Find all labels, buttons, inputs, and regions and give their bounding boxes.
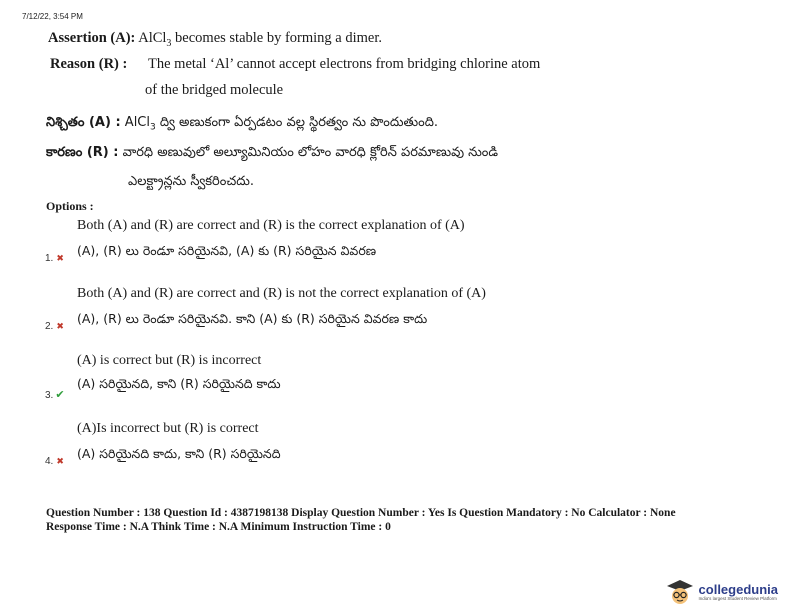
logo-tagline: India's largest Student Review Platform bbox=[698, 596, 777, 601]
assertion-te-text-post: ద్వి అణుకంగా ఏర్పడటం వల్ల స్థిరత్వం ను పొందుతుంది. bbox=[155, 115, 439, 130]
reason-label: Reason (R) : bbox=[50, 56, 128, 72]
option-1-number bbox=[45, 253, 64, 264]
option-4-num: 4. bbox=[45, 456, 54, 467]
assertion-te-sub: 3 bbox=[150, 122, 156, 133]
reason-te-text: వారధి అణువులో అల్యూమినియం లోహం వారధి క్లోరిన్ పరమాణువు నుండి bbox=[122, 145, 499, 160]
mascot-icon bbox=[665, 578, 695, 606]
incorrect-icon: ✖ bbox=[56, 456, 64, 466]
option-3-en: (A) is correct but (R) is incorrect bbox=[77, 353, 262, 368]
option-1-en: Both (A) and (R) are correct and (R) is the correct explanation of (A) bbox=[77, 218, 465, 233]
option-3-num: 3. bbox=[45, 390, 54, 401]
option-1-num: 1. bbox=[45, 253, 54, 264]
option-2-num: 2. bbox=[45, 321, 54, 332]
incorrect-icon: ✖ bbox=[56, 321, 64, 331]
incorrect-icon: ✖ bbox=[56, 253, 64, 263]
reason-te-label: కారణం (R) : bbox=[46, 145, 119, 160]
assertion-sub: 3 bbox=[166, 37, 172, 49]
option-4-number bbox=[45, 456, 64, 467]
logo-name: collegedunia bbox=[698, 582, 778, 597]
assertion-te-label: నిశ్చితం (A) : bbox=[46, 115, 121, 130]
option-4-te: (A) సరియైనది కాదు, కాని (R) సరియైనది bbox=[77, 446, 281, 461]
option-3-te: (A) సరియైనది, కాని (R) సరియైనది కాదు bbox=[77, 376, 281, 391]
reason-te-line2: ఎలక్ట్రాన్లను స్వీకరించదు. bbox=[128, 174, 255, 189]
assertion-te-text-pre: AlCl bbox=[124, 115, 150, 130]
reason-line2: of the bridged molecule bbox=[145, 82, 284, 98]
reason-te-line1 bbox=[46, 145, 498, 163]
option-2-te: (A), (R) లు రెండూ సరియైనవి. కాని (A) కు (R) సరియైన వివరణ కాదు bbox=[77, 311, 428, 326]
assertion-text-pre: AlCl bbox=[138, 30, 167, 46]
timestamp: 7/12/22, 3:54 PM bbox=[22, 12, 83, 21]
footer-line2: Response Time : N.A Think Time : N.A Minimum Instruction Time : 0 bbox=[46, 521, 391, 533]
assertion-te bbox=[46, 115, 438, 133]
assertion-text-post: becomes stable by forming a dimer. bbox=[171, 30, 383, 46]
collegedunia-logo bbox=[665, 578, 778, 606]
assertion-en bbox=[48, 30, 382, 49]
option-1-te: (A), (R) లు రెండూ సరియైనవి, (A) కు (R) సరియైన వివరణ bbox=[77, 243, 377, 258]
option-4-en: (A)Is incorrect but (R) is correct bbox=[77, 421, 259, 436]
assertion-label: Assertion (A): bbox=[48, 30, 136, 46]
correct-icon: ✔ bbox=[55, 389, 65, 401]
options-label: Options : bbox=[46, 199, 94, 213]
reason-line1: The metal ‘Al’ cannot accept electrons from bridging chlorine atom bbox=[148, 56, 541, 72]
footer-line1: Question Number : 138 Question Id : 4387198138 Display Question Number : Yes Is Question Mandatory : No Calculator : None bbox=[46, 507, 676, 519]
option-3-number bbox=[45, 388, 65, 401]
option-2-number bbox=[45, 321, 64, 332]
option-2-en: Both (A) and (R) are correct and (R) is not the correct explanation of (A) bbox=[77, 286, 486, 301]
